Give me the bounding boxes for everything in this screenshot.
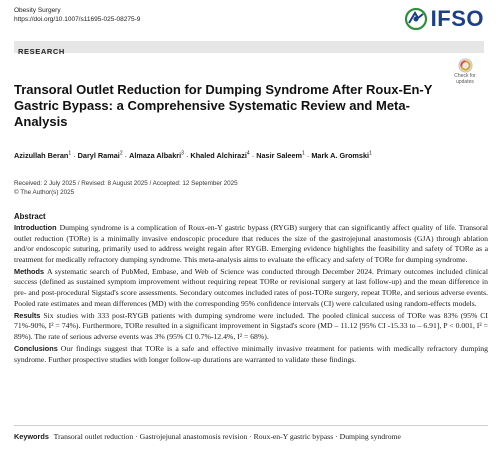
keyword: Transoral outlet reduction [53, 432, 134, 441]
keyword: Dumping syndrome [339, 432, 401, 441]
check-updates-icon [458, 58, 473, 73]
author-name[interactable]: Mark A. Gromski$^1$ [311, 151, 372, 161]
keyword: Roux-en-Y gastric bypass [253, 432, 334, 441]
author-name[interactable]: Daryl Ramai$^2$ [77, 151, 123, 161]
abstract-introduction [14, 223, 488, 265]
article-title: Transoral Outlet Reduction for Dumping Syndrome After Roux-En-Y Gastric Bypass: a Comprehensive Systematic Review and Meta-Analysis [14, 82, 433, 129]
abstract-label: Conclusions [14, 344, 58, 354]
keywords-label: Keywords [14, 432, 49, 441]
journal-info [14, 6, 140, 24]
abstract-text: Dumping syndrome is a complication of Roux-en-Y gastric bypass (RYGB) surgery that can significantly affect quality of life. Transoral outlet reduction (TORe) is a minimally invasive endoscopic procedure that reduces the size of the gastrojejunal anastomosis (GJA) through ablation and/or endoscopic suturing, primarily used to address weight regain after RYGB. Emerging evidence highlights the feasibility and safety of TORe as a treatment for medically refractory dumping syndrome. This meta-analysis aims to evaluate the efficacy and safety of TORe for dumping syndrome. [14, 223, 488, 264]
author-name[interactable]: Azizullah Beran$^1$ [14, 151, 72, 161]
abstract-text: Six studies with 333 post-RYGB patients with dumping syndrome were included. The pooled clinical success of TORe was 83% (95% CI 71%-90%, I² = 74%). Furthermore, TORe resulted in a significant improvement in Sigstad's score (MD – 11.12 [95% CI -15.33 to – 6.91], P < 0.001, I² = 89%). The rate of serious adverse events was 3% (95% CI 0.7%-12.4%, I² = 68%). [14, 310, 488, 341]
check-updates-button[interactable] [452, 58, 478, 85]
author-affiliation: 4 [246, 151, 250, 157]
abstract-heading: Abstract [14, 212, 46, 221]
author-list [14, 151, 372, 160]
abstract-text: Our findings suggest that TORe is a safe and effective minimally invasive treatment for patients with medically refractory dumping syndrome. Further prospective studies with longer follow-up durations are warranted to validate these findings. [14, 344, 488, 364]
abstract-conclusions [14, 344, 488, 365]
keywords [14, 432, 494, 441]
history-dates: Received: 2 July 2025 / Revised: 8 August 2025 / Accepted: 12 September 2025 [14, 180, 238, 187]
doi-link[interactable]: https://doi.org/10.1007/s11695-025-08275-9 [14, 16, 141, 23]
journal-name: Obesity Surgery [14, 7, 61, 14]
keyword-separator: · [333, 432, 340, 441]
author-affiliation: 3 [181, 151, 184, 157]
abstract-methods [14, 267, 488, 309]
article-dates [14, 180, 238, 197]
keyword-separator: · [133, 432, 140, 441]
author-affiliation: 1 [68, 151, 72, 157]
ifso-logo-text: IFSO [430, 6, 484, 31]
abstract-text: A systematic search of PubMed, Embase, and Web of Science was conducted through December 2024. Primary outcomes included clinical success (defined as sustained symptom improvement without requiring repeat TORe or revisional surgery at last follow-up) and the mean difference in pre- and post-procedural Sigstad's score assessments. Secondary outcomes included rates of post-TORe surgery, repeat TORe, and serious adverse events. Pooled rate estimates and mean differences (MD) with the corresponding 95% confidence intervals (CI) were calculated using random-effects models. [14, 266, 488, 308]
author-separator: · [183, 151, 191, 161]
ifso-logo-icon [404, 7, 428, 31]
author-separator: · [249, 151, 257, 161]
divider [14, 425, 488, 426]
abstract-label: Methods [14, 266, 44, 276]
author-affiliation: 1 [369, 151, 372, 157]
copyright: © The Author(s) 2025 [14, 188, 75, 196]
author-name[interactable]: Almaza Albakri$^3$ [129, 151, 184, 161]
section-bar [14, 41, 484, 56]
check-updates-label: Check for updates [454, 73, 476, 85]
author-name[interactable]: Khaled Alchirazi$^4$ [190, 151, 250, 161]
keyword-separator: · [247, 432, 254, 441]
abstract-body [14, 223, 488, 367]
author-name[interactable]: Nasir Saleem$^1$ [256, 151, 305, 161]
abstract-results [14, 311, 488, 343]
author-separator: · [71, 151, 78, 161]
section-label: RESEARCH [18, 47, 65, 56]
author-affiliation: 1 [302, 151, 305, 157]
keywords-list [54, 432, 401, 441]
ifso-logo [404, 6, 484, 32]
author-separator: · [304, 151, 312, 161]
keyword: Gastrojejunal anastomosis revision [139, 432, 248, 441]
author-affiliation: 2 [119, 151, 123, 157]
author-separator: · [122, 151, 130, 161]
abstract-label: Results [14, 310, 41, 320]
abstract-label: Introduction [14, 223, 57, 232]
